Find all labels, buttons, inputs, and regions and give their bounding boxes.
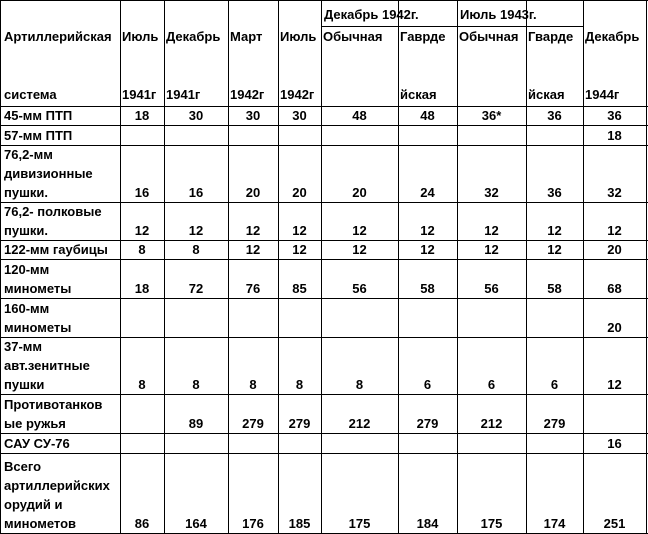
row-label: 76,2-мм <box>4 147 53 162</box>
data-cell: 30 <box>188 108 204 123</box>
data-cell: 12 <box>484 242 499 257</box>
data-cell: 36* <box>481 108 502 123</box>
data-cell: 8 <box>355 377 364 392</box>
data-cell: 212 <box>348 416 371 431</box>
group-header-underline <box>457 26 583 27</box>
data-cell: 279 <box>242 416 264 431</box>
data-cell: 212 <box>480 416 503 431</box>
grid-hline <box>0 394 648 395</box>
data-cell: 12 <box>420 242 435 257</box>
data-cell: 12 <box>420 223 435 238</box>
data-cell: 24 <box>420 185 435 200</box>
column-header-top: Март <box>230 29 263 44</box>
grid-hline <box>0 240 648 241</box>
data-cell: 76 <box>245 281 261 296</box>
data-cell: 12 <box>188 223 204 238</box>
grid-hline <box>0 145 648 146</box>
header-system-top: Артиллерийская <box>4 29 112 44</box>
data-cell: 8 <box>192 242 200 257</box>
grid-hline <box>0 106 648 107</box>
data-cell: 56 <box>352 281 367 296</box>
row-label: Всего <box>4 459 42 474</box>
data-cell: 175 <box>480 516 503 531</box>
data-cell: 279 <box>288 416 311 431</box>
data-cell: 72 <box>188 281 204 296</box>
grid-hline <box>0 433 648 434</box>
row-label: САУ СУ-76 <box>4 436 70 451</box>
data-cell: 18 <box>607 128 622 143</box>
data-cell: 30 <box>292 108 307 123</box>
row-label: пушки <box>4 377 45 392</box>
row-label: авт.зенитные <box>4 358 90 373</box>
column-header-top: Декабрь <box>166 29 221 44</box>
data-cell: 8 <box>295 377 304 392</box>
grid-hline <box>0 298 648 299</box>
data-cell: 85 <box>292 281 307 296</box>
group-header-dec-1942: Декабрь 1942г. <box>324 7 419 22</box>
column-header-bottom: 1941г <box>122 87 157 102</box>
data-cell: 58 <box>420 281 435 296</box>
data-cell: 58 <box>547 281 562 296</box>
data-cell: 12 <box>607 223 622 238</box>
data-cell: 89 <box>188 416 204 431</box>
data-cell: 20 <box>607 242 622 257</box>
row-label: ые ружья <box>4 416 66 431</box>
row-label: минометы <box>4 281 72 296</box>
data-cell: 18 <box>134 108 150 123</box>
column-header-top: Гаврде <box>400 29 446 44</box>
header-system-bottom: система <box>4 87 57 102</box>
grid-hline <box>0 453 648 454</box>
data-cell: 12 <box>547 223 562 238</box>
data-cell: 12 <box>547 242 562 257</box>
data-cell: 8 <box>138 242 146 257</box>
column-header-top: Декабрь <box>585 29 640 44</box>
grid-hline <box>0 0 648 1</box>
row-label: дивизионные <box>4 166 93 181</box>
row-label: 57-мм ПТП <box>4 128 73 143</box>
data-cell: 8 <box>249 377 257 392</box>
data-cell: 251 <box>603 516 626 531</box>
data-cell: 20 <box>607 320 622 335</box>
data-cell: 279 <box>543 416 566 431</box>
data-cell: 184 <box>416 516 439 531</box>
row-label: минометы <box>4 320 72 335</box>
column-header-top: Июль <box>122 29 159 44</box>
row-label: 160-мм <box>4 301 50 316</box>
data-cell: 56 <box>484 281 499 296</box>
data-cell: 16 <box>607 436 622 451</box>
data-cell: 16 <box>134 185 150 200</box>
column-header-top: Обычная <box>323 29 383 44</box>
column-header-top: Обычная <box>459 29 519 44</box>
row-label: 45-мм ПТП <box>4 108 73 123</box>
grid-hline <box>0 202 648 203</box>
data-cell: 6 <box>423 377 432 392</box>
column-header-bottom: 1941г <box>166 87 201 102</box>
data-cell: 12 <box>292 223 307 238</box>
grid-hline <box>0 125 648 126</box>
column-header-bottom: йская <box>400 87 437 102</box>
data-cell: 164 <box>185 516 207 531</box>
data-cell: 12 <box>292 242 307 257</box>
column-header-top: Июль <box>280 29 317 44</box>
row-label: артиллерийских <box>4 478 110 493</box>
column-header-bottom: йская <box>528 87 565 102</box>
grid-hline <box>0 259 648 260</box>
row-label: Противотанков <box>4 397 103 412</box>
data-cell: 12 <box>134 223 150 238</box>
row-label: пушки. <box>4 185 49 200</box>
column-header-top: Гварде <box>528 29 574 44</box>
data-cell: 48 <box>352 108 367 123</box>
data-cell: 12 <box>607 377 622 392</box>
data-cell: 36 <box>547 108 562 123</box>
data-cell: 32 <box>607 185 622 200</box>
data-cell: 30 <box>245 108 261 123</box>
row-label: 122-мм гаубицы <box>4 242 108 257</box>
row-label: минометов <box>4 516 77 531</box>
grid-hline <box>0 337 648 338</box>
data-cell: 175 <box>348 516 371 531</box>
row-label: орудий и <box>4 497 63 512</box>
data-cell: 12 <box>245 242 261 257</box>
row-label: 76,2- полковые <box>4 204 102 219</box>
data-cell: 20 <box>292 185 307 200</box>
data-cell: 48 <box>420 108 435 123</box>
data-cell: 86 <box>134 516 150 531</box>
data-cell: 174 <box>543 516 566 531</box>
row-label: 37-мм <box>4 339 43 354</box>
data-cell: 20 <box>245 185 261 200</box>
data-cell: 12 <box>352 223 367 238</box>
row-label: 120-мм <box>4 262 50 277</box>
data-cell: 36 <box>547 185 562 200</box>
data-cell: 279 <box>416 416 439 431</box>
data-cell: 20 <box>352 185 367 200</box>
data-cell: 12 <box>245 223 261 238</box>
data-cell: 8 <box>138 377 146 392</box>
data-cell: 16 <box>188 185 204 200</box>
column-header-bottom: 1942г <box>280 87 315 102</box>
data-cell: 32 <box>484 185 499 200</box>
column-header-bottom: 1944г <box>585 87 620 102</box>
data-cell: 18 <box>134 281 150 296</box>
data-cell: 12 <box>352 242 367 257</box>
group-header-jul-1943: Июль 1943г. <box>460 7 537 22</box>
data-cell: 36 <box>607 108 622 123</box>
column-header-bottom: 1942г <box>230 87 265 102</box>
data-cell: 185 <box>288 516 311 531</box>
data-cell: 8 <box>192 377 200 392</box>
data-cell: 6 <box>550 377 559 392</box>
data-cell: 6 <box>487 377 496 392</box>
row-label: пушки. <box>4 223 49 238</box>
data-cell: 12 <box>484 223 499 238</box>
data-cell: 176 <box>242 516 264 531</box>
data-cell: 68 <box>607 281 622 296</box>
group-header-underline <box>321 26 457 27</box>
